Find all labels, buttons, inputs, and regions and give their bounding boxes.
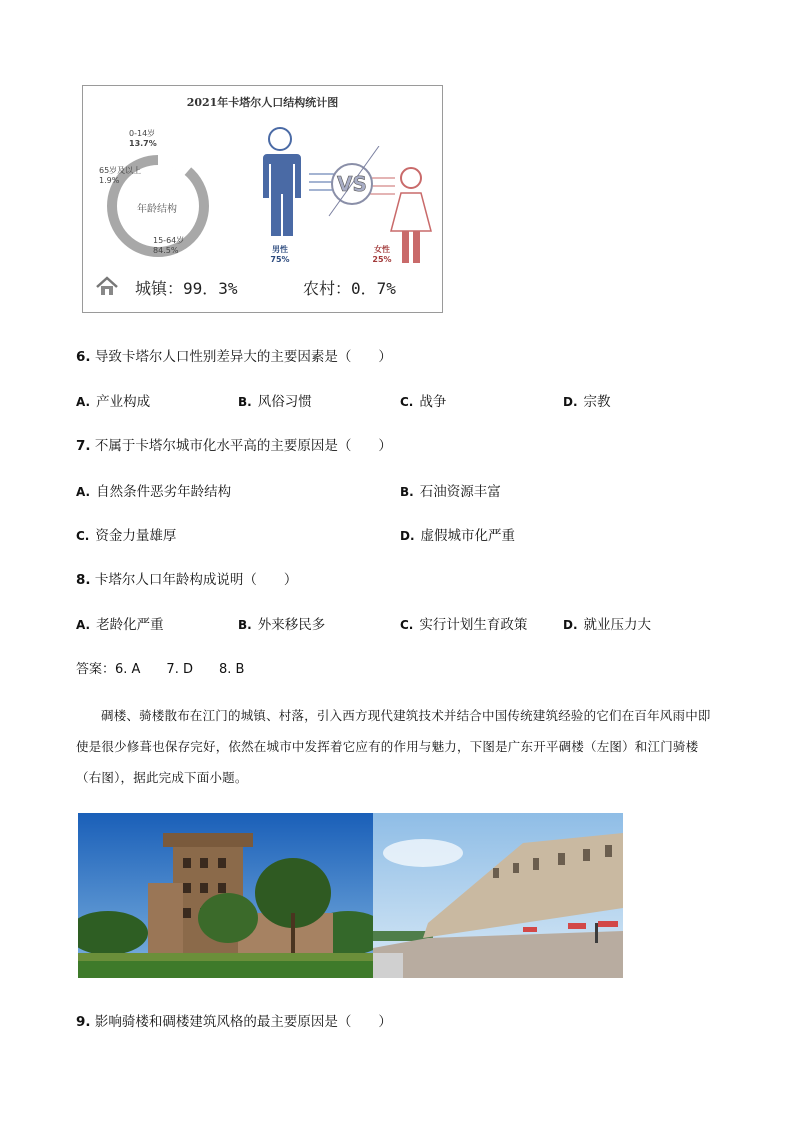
option-text: 资金力量雄厚 [95,528,177,544]
option-text: 战争 [419,394,447,410]
question-8-stem [76,568,297,588]
question-9-stem [76,1010,392,1030]
option-key: A. [76,485,91,499]
option-key: A. [76,618,91,632]
option-key: D. [563,395,578,409]
age-group-15-64 [153,236,184,256]
question-text: 不属于卡塔尔城市化水平高的主要原因是（ ） [94,438,392,454]
question-number: 9. [76,1014,91,1030]
option-text: 自然条件恶劣年龄结构 [96,484,232,500]
age-label: 15-64岁 [153,236,185,245]
option-text: 产业构成 [96,394,151,410]
q6-option-b[interactable] [238,390,312,410]
q8-option-b[interactable] [238,613,325,633]
option-text: 石油资源丰富 [419,484,501,500]
age-label: 0-14岁 [129,129,156,138]
house-icon [95,276,119,296]
q7-option-c[interactable] [76,524,176,544]
q8-option-c[interactable] [400,613,527,633]
q8-option-a[interactable] [76,613,164,633]
option-key: C. [400,395,414,409]
option-key: C. [76,529,90,543]
question-text: 卡塔尔人口年龄构成说明（ ） [94,572,298,588]
q7-option-b[interactable] [400,480,501,500]
option-key: C. [400,618,414,632]
female-stat [367,244,397,264]
option-text: 虚假城市化严重 [420,528,516,544]
urban-ratio: 城镇：99．3% [135,279,238,298]
option-text: 宗教 [583,394,611,410]
female-value: 25% [372,255,392,264]
rural-ratio: 农村：0．7% [303,279,396,298]
age-group-0-14 [129,129,157,149]
option-text: 老龄化严重 [96,617,164,633]
option-key: B. [238,618,252,632]
option-text: 实行计划生育政策 [419,617,528,633]
q6-option-a[interactable] [76,390,150,410]
option-key: B. [400,485,414,499]
q7-option-a[interactable] [76,480,231,500]
age-value: 1.9% [99,176,120,185]
q6-option-c[interactable] [400,390,446,410]
option-key: D. [400,529,415,543]
question-text: 导致卡塔尔人口性别差异大的主要因素是（ ） [94,349,392,365]
question-6-stem [76,345,392,365]
option-key: D. [563,618,578,632]
passage-text: 碉楼、骑楼散布在江门的城镇、村落，引入西方现代建筑技术并结合中国传统建筑经验的它们在百年风雨中即使是很少修葺也保存完好，依然在城市中发挥着它应有的作用与魅力，下图是广东开平碉楼（左图）和江门骑楼（右图），据此完成下面小题。 [76,708,711,785]
vs-emblem-icon [309,146,395,226]
option-text: 就业压力大 [583,617,652,633]
male-stat [265,244,295,264]
population-infographic [82,85,443,313]
kaiping-diaolou-photo [78,813,373,978]
donut-center-label: 年龄结构 [137,204,177,215]
age-value: 13.7% [129,139,157,148]
jiangmen-qilou-photo [373,813,623,978]
svg-text:VS: VS [337,172,367,196]
q8-option-d[interactable] [563,613,651,633]
answer-line: 答案：6. A 7. D 8. B [76,662,245,677]
option-text: 外来移民多 [257,617,326,633]
question-text: 影响骑楼和碉楼建筑风格的最主要原因是（ ） [94,1014,392,1030]
question-number: 6. [76,349,91,365]
option-key: A. [76,395,91,409]
q7-option-d[interactable] [400,524,515,544]
q6-option-d[interactable] [563,390,611,410]
age-label: 65岁及以上 [99,166,142,175]
question-number: 7. [76,438,91,454]
age-group-65-plus [99,166,141,186]
option-text: 风俗习惯 [257,394,312,410]
donut-gap-segment [158,160,188,171]
infographic-title: 2021年卡塔尔人口结构统计图 [186,96,339,109]
option-key: B. [238,395,252,409]
question-number: 8. [76,572,91,588]
age-value: 84.5% [153,246,179,255]
question-7-stem [76,434,392,454]
male-value: 75% [270,255,290,264]
male-figure-icon [255,126,305,238]
male-label: 男性 [272,245,288,254]
female-label: 女性 [374,245,390,254]
